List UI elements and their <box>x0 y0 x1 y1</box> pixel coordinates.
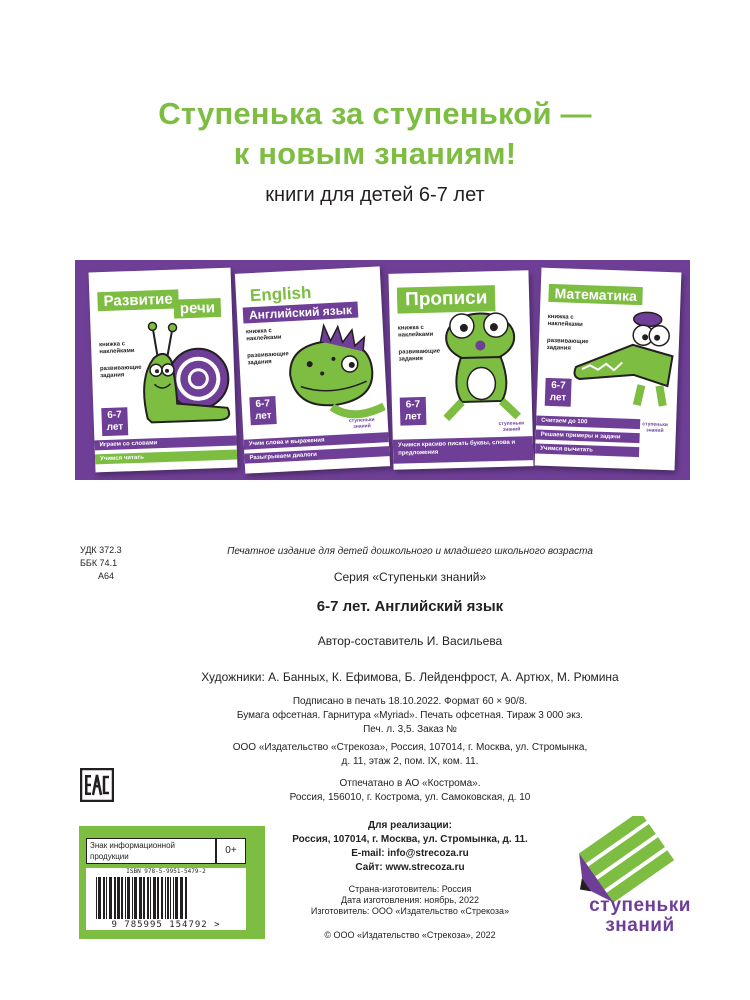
book-age-3 <box>400 397 427 426</box>
crocodile-illustration <box>571 303 681 411</box>
book-brand-3: ступеньки знаний <box>498 420 525 433</box>
book-strip-4b: Решаем примеры и задачи <box>535 430 639 444</box>
book-cover-speech <box>89 268 238 473</box>
barcode-bar <box>96 877 97 919</box>
print-info-3: Печ. л. 3,5. Заказ № <box>363 724 457 735</box>
barcode-bar <box>185 877 187 919</box>
book-strip-2a: Учим слова и выражения <box>244 432 389 450</box>
book-tagline-4b: развивающие задания <box>546 337 589 352</box>
print-info-1: Подписано в печать 18.10.2022. Формат 60 × 90/8. <box>292 696 528 707</box>
barcode-bar <box>147 877 149 919</box>
barcode-bar <box>109 877 112 919</box>
headline-line-1: Ступенька за ступенькой — <box>158 96 592 131</box>
dinosaur-illustration <box>268 320 388 426</box>
book-title-1b: речи <box>174 298 222 319</box>
info-sign-line-2: продукции <box>90 852 129 861</box>
barcode-bar <box>98 877 101 919</box>
headline-line-2: к новым знаниям! <box>233 136 517 171</box>
book-showcase-band <box>75 260 690 480</box>
barcode-bar <box>167 877 169 919</box>
print-info-2: Бумага офсетная. Гарнитура «Myriad». Печать офсетная. Тираж 3 000 экз. <box>236 710 584 721</box>
barcode-bar <box>150 877 151 919</box>
audience-note: Печатное издание для детей дошкольного и младшего школьного возраста <box>227 546 593 557</box>
book-age-4-number: 6-7 <box>550 380 566 392</box>
publisher-address-1: ООО «Издательство «Стрекоза», Россия, 107014, г. Москва, ул. Стромынка, <box>232 742 588 753</box>
info-sign-line-1: Знак информационной <box>90 841 175 850</box>
barcode-bar <box>127 877 130 919</box>
eac-mark-icon <box>80 768 114 802</box>
publisher-address-2: д. 11, этаж 2, пом. IX, ком. 11. <box>341 756 479 767</box>
book-title: 6-7 лет. Английский язык <box>316 598 504 615</box>
barcode-bar <box>175 877 178 919</box>
sales-website: Сайт: www.strecoza.ru <box>355 862 465 873</box>
book-title-2a: English <box>249 282 312 306</box>
manufacturer: Изготовитель: ООО «Издательство «Стрекоза» <box>310 906 510 916</box>
frog-illustration <box>429 304 532 425</box>
sales-heading: Для реализации: <box>368 820 452 831</box>
barcode-bar <box>143 877 145 919</box>
brand-line-2: знаний <box>605 915 675 936</box>
book-strip-1a: Играем со словами <box>94 435 236 450</box>
book-age-1-number: 6-7 <box>107 409 122 421</box>
bbk-code: ББК 74.1 <box>80 558 118 568</box>
info-sign-box <box>86 838 216 864</box>
barcode-bar <box>165 877 166 919</box>
barcode-bar <box>161 877 163 919</box>
barcode-bar <box>114 877 116 919</box>
age-rating-badge: 0+ <box>216 838 246 864</box>
isbn-text: ISBN 978-5-9951-5479-2 <box>126 868 206 875</box>
udk-code: УДК 372.3 <box>80 545 122 555</box>
book-age-1 <box>101 407 128 436</box>
snail-illustration <box>134 316 234 429</box>
book-brand-2: ступеньки знаний <box>348 416 375 430</box>
subheadline: книги для детей 6-7 лет <box>265 184 485 206</box>
book-age-2-unit: лет <box>254 410 272 423</box>
sales-address: Россия, 107014, г. Москва, ул. Стромынка, д. 11. <box>292 834 528 845</box>
book-strip-3: Учимся красиво писать буквы, слова и предложения <box>393 436 534 464</box>
book-tagline-1b: развивающие задания <box>99 364 142 380</box>
book-cover-math <box>535 268 682 471</box>
series-name: Серия «Ступеньки знаний» <box>333 570 487 584</box>
book-tagline-1a: книжка с наклейками <box>98 341 135 356</box>
barcode-bar <box>117 877 120 919</box>
book-tagline-2b: развивающие задания <box>247 351 289 367</box>
book-strip-4a: Считаем до 100 <box>536 416 640 430</box>
classification-codes <box>80 544 122 583</box>
book-title-2b: Английский язык <box>243 302 359 324</box>
book-title-1a: Развитие <box>97 289 179 311</box>
barcode-bar <box>173 877 174 919</box>
barcode-bar <box>180 877 183 919</box>
barcode-bar <box>125 877 126 919</box>
barcode-number: 9 785995 154792 > <box>111 920 221 930</box>
barcode-bars <box>94 877 240 919</box>
country: Страна-изготовитель: Россия <box>348 884 472 894</box>
barcode-bar <box>157 877 159 919</box>
book-tagline-3a: книжка с наклейками <box>397 324 434 339</box>
book-age-3-number: 6-7 <box>405 399 421 411</box>
book-cover-english <box>235 266 390 473</box>
copyright: © ООО «Издательство «Стрекоза», 2022 <box>324 930 496 940</box>
barcode-bar <box>153 877 156 919</box>
artists: Художники: А. Банных, К. Ефимова, Б. Лейденфрост, А. Артюх, М. Рюмина <box>201 670 619 684</box>
book-cover-handwriting <box>388 270 533 470</box>
sales-email: E-mail: info@strecoza.ru <box>351 848 469 859</box>
book-age-3-unit: лет <box>404 411 422 423</box>
book-strip-1b: Учимся читать <box>95 449 237 464</box>
printer-2: Россия, 156010, г. Кострома, ул. Самоковская, д. 10 <box>289 792 531 803</box>
author: Автор-составитель И. Васильева <box>317 634 503 648</box>
printer-1: Отпечатано в АО «Кострома». <box>339 778 481 789</box>
book-age-4-unit: лет <box>549 391 567 404</box>
manufacture-date: Дата изготовления: ноябрь, 2022 <box>341 895 479 905</box>
barcode-bar <box>170 877 171 919</box>
book-tagline-3b: развивающие задания <box>398 348 441 363</box>
book-strip-4c: Учимся вычитать <box>535 444 639 458</box>
book-tagline-4a: книжка с наклейками <box>547 313 583 329</box>
barcode-bar <box>103 877 105 919</box>
book-age-2 <box>249 396 276 425</box>
book-tagline-2a: книжка с наклейками <box>245 328 282 343</box>
brand-line-1: ступеньки <box>589 895 691 916</box>
author-code: А64 <box>98 571 115 581</box>
barcode-bar <box>121 877 123 919</box>
barcode-bar <box>106 877 107 919</box>
barcode <box>86 868 246 930</box>
book-age-4 <box>545 378 572 407</box>
book-age-2-number: 6-7 <box>255 398 271 411</box>
barcode-bar <box>132 877 133 919</box>
barcode-bar <box>134 877 137 919</box>
book-age-1-unit: лет <box>106 421 124 433</box>
book-strip-2b: Разыгрываем диалоги <box>244 446 389 464</box>
book-brand-4: ступеньки знаний <box>642 421 668 434</box>
book-title-4: Математика <box>548 284 643 305</box>
barcode-bar <box>139 877 142 919</box>
book-title-3: Прописи <box>397 285 496 314</box>
